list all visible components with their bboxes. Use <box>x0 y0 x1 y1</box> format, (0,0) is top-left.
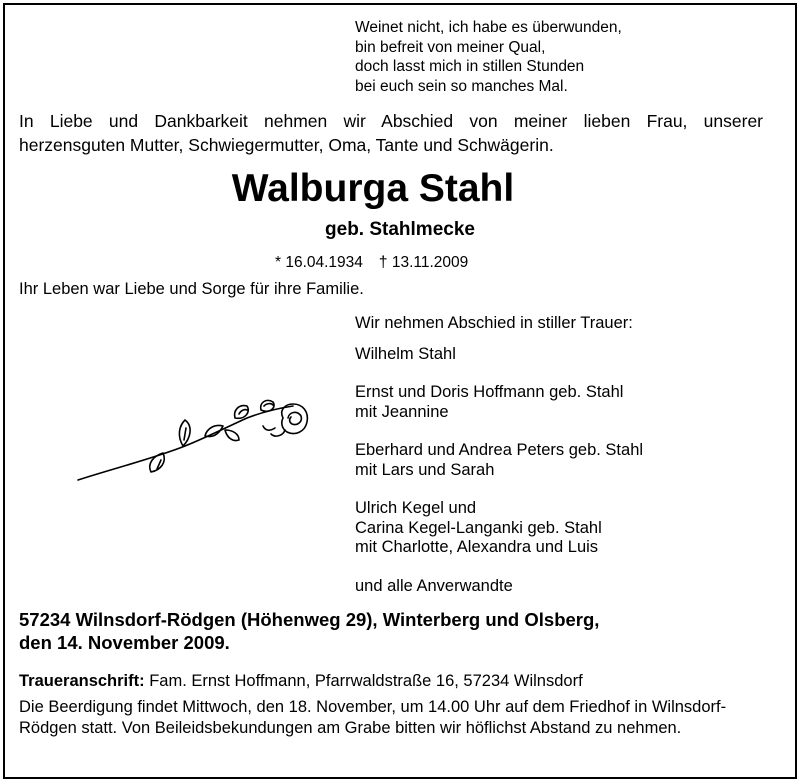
intro-text <box>19 109 763 157</box>
mourner-group <box>355 441 643 480</box>
poem-line: bei euch sein so manches Mal. <box>355 77 568 95</box>
mourner-line: Eberhard und Andrea Peters geb. Stahl <box>355 441 644 459</box>
deceased-name: Walburga Stahl <box>231 167 515 210</box>
mourner-line: Wilhelm Stahl <box>355 344 456 363</box>
mourner-group <box>355 577 643 597</box>
maiden-name: geb. Stahlmecke <box>325 219 475 240</box>
address-label: Traueranschrift: <box>19 672 145 690</box>
funeral-info: Die Beerdigung findet Mittwoch, den 18. November, um 14.00 Uhr auf dem Friedhof in Wilnsdorf-Rödgen statt. Von Beileidsbekundungen am Grabe bitten wir höflichst Abstand zu nehmen. <box>19 698 727 737</box>
mourner-line: Ulrich Kegel und <box>355 499 477 517</box>
date-line: den 14. November 2009. <box>19 632 230 653</box>
life-dates <box>275 254 484 272</box>
poem-line: Weinet nicht, ich habe es überwunden, <box>355 19 622 36</box>
mourner-group <box>355 383 643 422</box>
intro-line: herzensguten Mutter, Schwiegermutter, Oma, Tante und Schwägerin. <box>19 135 554 155</box>
place-date <box>19 608 599 654</box>
poem-line: bin befreit von meiner Qual, <box>355 38 546 56</box>
mourner-line: Ernst und Doris Hoffmann geb. Stahl <box>355 383 624 401</box>
intro-line: In Liebe und Dankbarkeit nehmen wir Abschied von meiner lieben Frau, unserer <box>19 111 763 131</box>
poem <box>355 18 622 96</box>
mourner-line: mit Lars und Sarah <box>355 460 495 479</box>
life-motto: Ihr Leben war Liebe und Sorge für ihre Familie. <box>19 280 364 298</box>
address-text: Fam. Ernst Hoffmann, Pfarrwaldstraße 16, 57234 Wilnsdorf <box>144 672 583 690</box>
mourner-group <box>355 499 643 558</box>
poem-line: doch lasst mich in stillen Stunden <box>355 58 585 75</box>
mourners-heading: Wir nehmen Abschied in stiller Trauer: <box>355 314 633 332</box>
mourning-address <box>19 672 583 691</box>
place-line: 57234 Wilnsdorf-Rödgen (Höhenweg 29), Winterberg und Olsberg, <box>19 609 600 630</box>
rose-icon <box>75 398 315 488</box>
mourners-list <box>355 314 643 615</box>
mourner-line: mit Jeannine <box>355 402 449 421</box>
mourner-line: und alle Anverwandte <box>355 576 513 595</box>
death-date: † 13.11.2009 <box>378 254 469 271</box>
mourner-line: mit Charlotte, Alexandra und Luis <box>355 538 599 556</box>
birth-date: * 16.04.1934 <box>275 254 363 271</box>
mourner-line: Carina Kegel-Langanki geb. Stahl <box>355 518 602 537</box>
mourner-group <box>355 345 643 365</box>
